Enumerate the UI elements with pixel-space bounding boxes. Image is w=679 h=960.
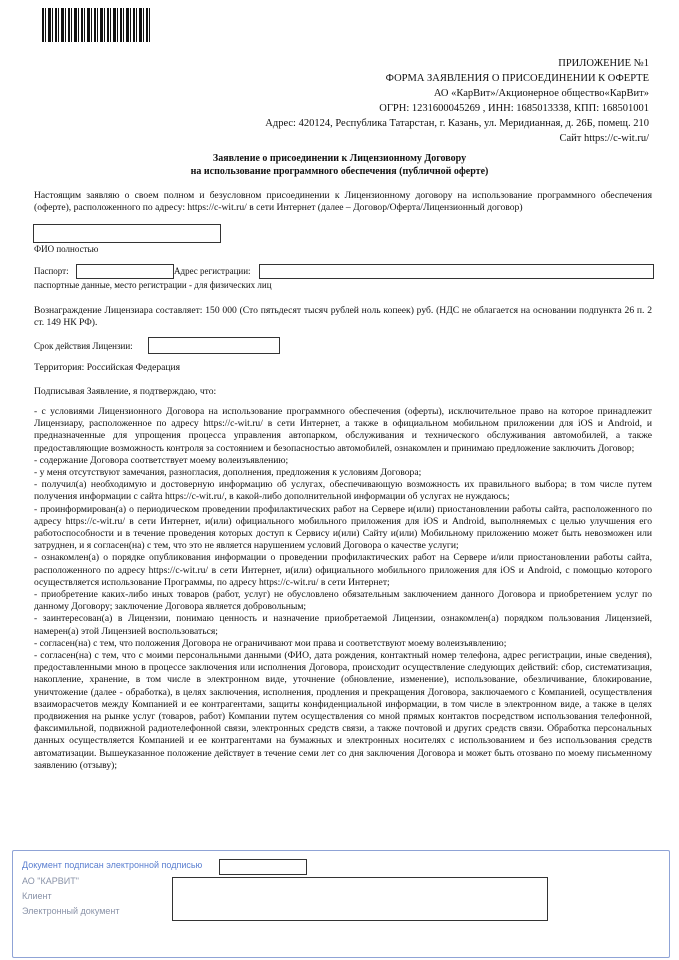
clause: - проинформирован(а) о периодическом проведении профилактических работ на Сервере и(или) приостановлении работы сайта, расположенного по адресу https://c-wit.ru/ в сети Интернет, и(или) официального мобильного приложения для iOS и Android, выполняемых с целью улучшения его работоспособности и в течение проведения которых доступ к Сервису и(или) Сайту и(или) Мобильному приложению может быть невозможен или затруднен, и я согласен(на) с тем, что это не является нарушением условий Договора о качестве услуги;	[34, 503, 652, 552]
form-title: ФОРМА ЗАЯВЛЕНИЯ О ПРИСОЕДИНЕНИИ К ОФЕРТЕ	[385, 73, 649, 84]
registration-label: Адрес регистрации:	[174, 266, 251, 276]
clause: - содержание Договора соответствует моему волеизъявлению;	[34, 454, 289, 466]
passport-note: паспортные данные, место регистрации - для физических лиц	[34, 280, 272, 290]
company-ids: ОГРН: 1231600045269 , ИНН: 1685013338, КПП: 168501001	[379, 103, 649, 114]
term-label: Срок действия Лицензии:	[34, 341, 133, 351]
intro-paragraph: Настоящим заявляю о своем полном и безусловном присоединении к Лицензионному договору на использование программного обеспечения (оферте), расположенного по адресу: https://c-wit.ru/ в сети Интернет (далее – Договор/Оферта/Лицензионный договор)	[34, 190, 652, 214]
barcode	[42, 8, 152, 42]
document-header	[265, 56, 649, 146]
e-signature-id	[219, 859, 307, 875]
clause: - ознакомлен(а) о порядке опубликования информации о проведении профилактических работ на Сервере и/или приостановлении работы сайта, расположенного по адресу https://c-wit.ru/ в сети Интернет, и(или) официального мобильного приложения для iOS и Android, с помощью которого осуществляется использование Программы, по адресу https://c-wit.ru/ в сети Интернет;	[34, 552, 652, 588]
company-site: Сайт https://c-wit.ru/	[559, 133, 649, 144]
fio-input[interactable]	[33, 224, 221, 243]
clause: - с условиями Лицензионного Договора на использование программного обеспечения (оферты), исключительное право на которое принадлежит Лицензиару, расположенное по адресу https://c-wit.ru/ в сети Интернет, а также в официальном мобильном приложении для iOS и Android, и предназначенные для упрощения процесса управления автопарком, обслуживания и технического обслуживания автомобилей, а также предоставляющие возможность контроля за состоянием и безопасностью автомобилей, ознакомлен и принимаю предложение заключить Договор;	[34, 406, 652, 454]
e-signature-title: Документ подписан электронной подписью	[22, 860, 203, 870]
reward-text: Вознаграждение Лицензиара составляет: 150 000 (Сто пятьдесят тысяч рублей ноль копеек) руб. (НДС не облагается на основании подпункта 26 п. 2 ст. 149 НК РФ).	[34, 305, 652, 329]
clause: - согласен(на) с тем, что с моими персональными данными (ФИО, дата рождения, контактный номер телефона, адрес регистрации, иные сведения), предоставленными мною в процессе заключения или исполнения Договора, происходит осуществление следующих действий: сбор, систематизация, накопление, хранение, в том числе в электронном виде, уточнение (обновление, изменение), использование, обезличивание, блокирование, уничтожение (далее - обработка), в целях заключения, исполнения, продления и прекращения Договора, заключаемого с Компанией, осуществления взаиморасчетов между Компанией и ее контрагентами, защиты конфиденциальной информации, в том числе в электронном виде, а также в целях продвижения на рынке услуг (товаров, работ) Компании путем осуществления со мной прямых контактов посредством использования телефонной, факсимильной, подвижной радиотелефонной связи, электронных средств связи, а также почтовой и других средств связи. Обработка персональных данных осуществляется Компанией и ее контрагентами на бумажных и электронных носителях с использованием и без использования средств автоматизации. Вышеуказанное положение действует в течение семи лет со дня заключения Договора и может быть отозвано по моему письменному заявлению (отзыву);	[34, 650, 652, 771]
passport-label: Паспорт:	[34, 266, 69, 276]
clause: - согласен(на) с тем, что положения Договора не ограничивают мои права и соответствуют моему волеизъявлению;	[34, 637, 507, 649]
confirm-text: Подписывая Заявление, я подтверждаю, что:	[34, 386, 217, 397]
fio-label: ФИО полностью	[34, 244, 99, 254]
registration-input[interactable]	[259, 264, 654, 279]
territory-text: Территория: Российская Федерация	[34, 362, 181, 373]
clause: - приобретение каких-либо иных товаров (работ, услуг) не обусловлено обязательным заключением данного Договора и приобретением услуг по данному Договору; заключение Договора является добровольным;	[34, 589, 652, 613]
signer-client: Клиент	[22, 891, 52, 901]
clause: - получил(а) необходимую и достоверную информацию об услугах, обеспечивающую возможность их правильного выбора; в том числе путем получения информации с сайта https://c-wit.ru/, в какой-либо дополнительной информации об услугах не нуждаюсь;	[34, 479, 652, 503]
clause: - заинтересован(а) в Лицензии, понимаю ценность и назначение приобретаемой Лицензии, ознакомлен(а) порядком пользования Лицензией, намерен(а) этой Лицензией воспользоваться;	[34, 613, 652, 637]
document-title	[0, 152, 679, 178]
appendix-label: ПРИЛОЖЕНИЕ №1	[558, 58, 649, 69]
clause: - у меня отсутствуют замечания, разногласия, дополнения, предложения к условиям Договора;	[34, 467, 422, 479]
term-input[interactable]	[148, 337, 280, 354]
company-name: АО «КарВит»/Акционерное общество«КарВит»	[433, 88, 649, 99]
title-line-1: Заявление о присоединении к Лицензионному Договору	[212, 153, 467, 164]
company-address: Адрес: 420124, Республика Татарстан, г. Казань, ул. Меридианная, д. 26Б, помещ. 210	[265, 118, 649, 129]
clauses-list	[34, 406, 652, 772]
signature-details-box	[172, 877, 548, 921]
title-line-2: на использование программного обеспечения (публичной оферте)	[190, 166, 489, 177]
electronic-document-label: Электронный документ	[22, 906, 120, 916]
passport-input[interactable]	[76, 264, 174, 279]
signer-company: АО "КАРВИТ"	[22, 876, 79, 886]
